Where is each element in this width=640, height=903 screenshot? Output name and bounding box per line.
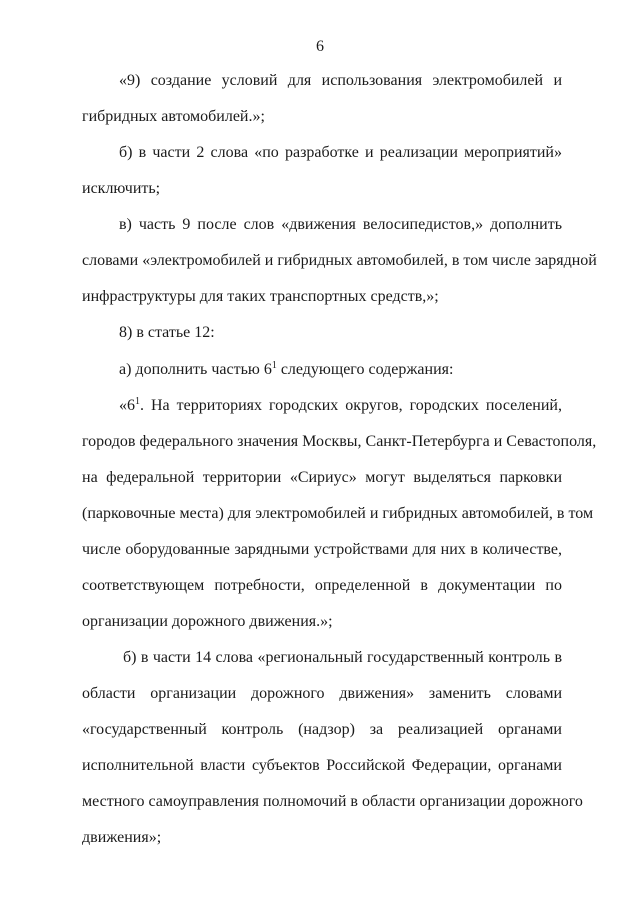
text-line: б) в части 14 слова «региональный государственный контроль в	[123, 649, 562, 666]
text-fragment: следующего содержания:	[276, 361, 454, 378]
text-line: соответствующем потребности, определенной в документации по	[82, 577, 562, 594]
superscript: 1	[271, 360, 277, 371]
superscript: 1	[135, 396, 140, 407]
text-line: местного самоуправления полномочий в области организации дорожного	[82, 793, 583, 810]
text-fragment: . На территориях городских округов, городских поселений,	[140, 397, 562, 414]
text-line: области организации дорожного движения» заменить словами	[82, 685, 562, 702]
text-line: б) в части 2 слова «по разработке и реализации мероприятий»	[119, 144, 562, 161]
text-line: числе оборудованные зарядными устройствами для них в количестве,	[82, 541, 562, 558]
text-line: на федеральной территории «Сириус» могут выделяться парковки	[82, 469, 562, 486]
page-number: 6	[316, 38, 324, 55]
text-line: «9) создание условий для использования электромобилей и	[119, 72, 562, 89]
text-line: организации дорожного движения.»;	[82, 613, 333, 630]
text-fragment: а) дополнить частью 6	[119, 361, 272, 378]
text-line: в) часть 9 после слов «движения велосипедистов,» дополнить	[119, 216, 562, 233]
text-line: словами «электромобилей и гибридных автомобилей, в том числе зарядной	[82, 252, 597, 269]
text-line: городов федерального значения Москвы, Санкт-Петербурга и Севастополя,	[82, 433, 597, 450]
text-line	[82, 361, 562, 379]
text-line: «государственный контроль (надзор) за реализацией органами	[82, 721, 562, 738]
text-fragment: «6	[119, 397, 135, 414]
text-line: гибридных автомобилей.»;	[82, 108, 265, 125]
text-line	[82, 397, 562, 415]
text-line: (парковочные места) для электромобилей и гибридных автомобилей, в том	[82, 505, 594, 522]
text-line: 8) в статье 12:	[119, 324, 215, 341]
text-line: движения»;	[82, 829, 162, 846]
text-line: исполнительной власти субъектов Российской Федерации, органами	[82, 757, 562, 774]
text-line: исключить;	[82, 180, 161, 197]
text-line: инфраструктуры для таких транспортных средств,»;	[82, 288, 439, 305]
